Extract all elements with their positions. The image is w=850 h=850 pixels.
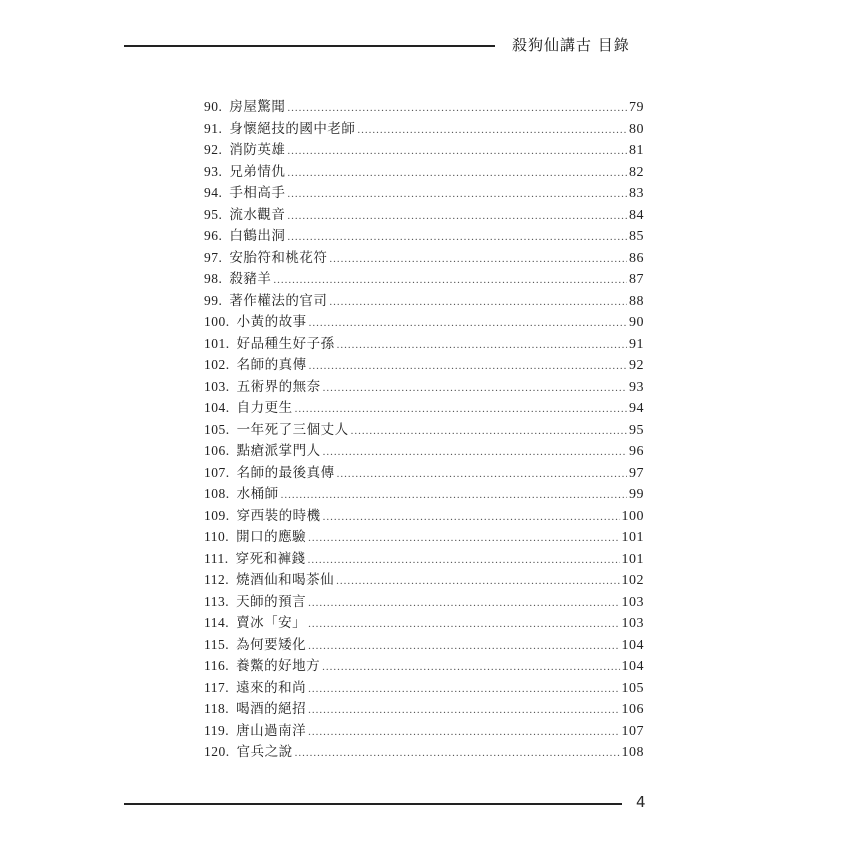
toc-entry-page: 103 — [621, 616, 644, 631]
toc-entry-page: 97 — [629, 465, 644, 481]
toc-entry — [204, 591, 644, 613]
toc-entry — [204, 247, 644, 269]
toc-entry-number: 104. — [204, 400, 230, 415]
dot-leader — [323, 507, 620, 529]
running-header-title: 殺狗仙講古 目錄 — [512, 36, 630, 54]
toc-entry — [204, 440, 644, 462]
dot-leader — [309, 313, 627, 335]
toc-entry-page: 106 — [621, 702, 644, 717]
toc-entry — [204, 290, 644, 312]
toc-entry — [204, 354, 644, 376]
dot-leader — [308, 679, 619, 701]
toc-entry-number: 94. — [204, 185, 223, 200]
toc-entry-number: 120. — [204, 744, 230, 759]
toc-entry — [204, 139, 644, 161]
toc-entry — [204, 182, 644, 204]
dot-leader — [329, 249, 627, 271]
dot-leader — [337, 464, 627, 486]
toc-entry-page: 92 — [629, 358, 644, 373]
toc-entry — [204, 505, 644, 527]
toc-entry-page: 95 — [629, 422, 644, 438]
toc-entry-page: 86 — [629, 250, 644, 266]
dot-leader — [308, 593, 619, 615]
toc-entry-number: 117. — [204, 679, 230, 695]
toc-entry-title: 燒酒仙和喝茶仙 — [236, 572, 335, 588]
dot-leader — [329, 292, 627, 314]
dot-leader — [308, 722, 619, 744]
dot-leader — [357, 120, 627, 142]
toc-entry-number: 99. — [204, 292, 223, 308]
dot-leader — [287, 184, 627, 206]
toc-entry — [204, 526, 644, 548]
toc-entry-title: 養鱉的好地方 — [236, 658, 321, 674]
dot-leader — [287, 98, 627, 120]
dot-leader — [323, 442, 627, 464]
toc-entry — [204, 311, 644, 333]
toc-entry — [204, 397, 644, 419]
toc-entry-title: 白鶴出洞 — [229, 228, 286, 244]
toc-entry-title: 房屋驚聞 — [229, 99, 286, 115]
toc-entry-number: 105. — [204, 421, 230, 437]
toc-entry-page: 104 — [621, 637, 644, 653]
footer-rule — [124, 803, 622, 805]
toc-entry-number: 92. — [204, 142, 223, 157]
toc-entry-title: 穿西裝的時機 — [236, 507, 321, 524]
toc-entry-title: 消防英雄 — [229, 142, 286, 158]
toc-entry — [204, 655, 644, 677]
toc-entry — [204, 268, 644, 290]
dot-leader — [287, 141, 627, 163]
dot-leader — [323, 378, 627, 400]
dot-leader — [308, 614, 619, 636]
toc-entry-number: 100. — [204, 314, 230, 329]
dot-leader — [336, 571, 619, 593]
toc-entry-number: 93. — [204, 163, 223, 179]
toc-entry-title: 穿死和褲錢 — [235, 550, 306, 567]
toc-entry-title: 唐山過南洋 — [236, 722, 307, 739]
toc-entry — [204, 204, 644, 226]
toc-entry-number: 97. — [204, 249, 223, 265]
toc-entry-number: 116. — [204, 658, 230, 673]
toc-entry-page: 94 — [629, 401, 644, 416]
dot-leader — [308, 700, 619, 722]
toc-entry-title: 天師的預言 — [236, 593, 307, 610]
toc-entry-page: 91 — [629, 336, 644, 352]
toc-entry-title: 小黃的故事 — [236, 314, 307, 330]
toc-entry-page: 85 — [629, 229, 644, 244]
toc-entry-page: 103 — [621, 594, 644, 610]
toc-entry — [204, 612, 644, 634]
toc-entry — [204, 720, 644, 742]
toc-entry-number: 95. — [204, 206, 223, 222]
toc-entry — [204, 548, 644, 570]
toc-entry-page: 101 — [621, 551, 644, 567]
toc-entry — [204, 483, 644, 505]
toc-entry-title: 喝酒的絕招 — [236, 701, 307, 717]
toc-entry-number: 107. — [204, 464, 230, 480]
toc-entry-page: 93 — [629, 379, 644, 395]
dot-leader — [337, 335, 627, 357]
toc-entry-title: 賣冰「安」 — [236, 615, 307, 631]
page-number: 4 — [636, 793, 646, 811]
toc-entry-title: 為何要矮化 — [236, 636, 307, 653]
toc-entry-page: 102 — [621, 573, 644, 588]
toc-entry-page: 87 — [629, 272, 644, 287]
dot-leader — [281, 485, 627, 507]
toc-entry — [204, 677, 644, 699]
toc-entry-title: 流水觀音 — [229, 206, 286, 223]
toc-entry — [204, 376, 644, 398]
toc-entry-number: 96. — [204, 228, 223, 243]
dot-leader — [287, 227, 627, 249]
table-of-contents — [204, 96, 644, 763]
dot-leader — [308, 550, 620, 572]
toc-entry — [204, 569, 644, 591]
dot-leader — [322, 657, 619, 679]
toc-entry-number: 110. — [204, 529, 230, 544]
toc-entry — [204, 96, 644, 118]
toc-entry-title: 殺豬羊 — [229, 271, 272, 287]
toc-entry — [204, 118, 644, 140]
toc-entry-page: 80 — [629, 121, 644, 137]
toc-entry-title: 兄弟情仇 — [229, 163, 286, 180]
header-rule — [124, 45, 495, 47]
toc-entry-title: 自力更生 — [236, 400, 293, 416]
toc-entry-number: 102. — [204, 357, 230, 372]
toc-entry-title: 身懷絕技的國中老師 — [229, 120, 356, 137]
toc-entry-page: 81 — [629, 143, 644, 158]
toc-entry-number: 112. — [204, 572, 230, 587]
toc-entry-number: 101. — [204, 335, 230, 351]
dot-leader — [295, 743, 620, 765]
toc-entry-page: 79 — [629, 100, 644, 115]
toc-entry — [204, 698, 644, 720]
dot-leader — [308, 528, 619, 550]
toc-entry-title: 著作權法的官司 — [229, 292, 328, 309]
toc-entry-title: 手相高手 — [229, 185, 286, 201]
toc-entry-page: 90 — [629, 315, 644, 330]
toc-entry-page: 107 — [621, 723, 644, 739]
dot-leader — [273, 270, 627, 292]
toc-entry-number: 113. — [204, 593, 230, 609]
toc-entry-title: 開口的應驗 — [236, 529, 307, 545]
toc-entry-page: 84 — [629, 207, 644, 223]
dot-leader — [287, 206, 627, 228]
toc-entry-title: 一年死了三個丈人 — [236, 421, 349, 438]
toc-entry-number: 108. — [204, 486, 230, 501]
toc-entry — [204, 634, 644, 656]
toc-entry-title: 官兵之說 — [236, 744, 293, 760]
toc-entry-page: 100 — [621, 508, 644, 524]
dot-leader — [287, 163, 627, 185]
toc-entry-page: 105 — [621, 680, 644, 696]
toc-entry-page: 96 — [629, 444, 644, 459]
toc-entry-page: 108 — [621, 745, 644, 760]
toc-entry-page: 83 — [629, 186, 644, 201]
toc-entry-page: 101 — [621, 530, 644, 545]
toc-entry-title: 點瘡派掌門人 — [236, 443, 321, 459]
dot-leader — [351, 421, 627, 443]
toc-entry — [204, 225, 644, 247]
toc-entry — [204, 741, 644, 763]
toc-entry-number: 111. — [204, 550, 229, 566]
toc-entry — [204, 462, 644, 484]
toc-entry-title: 名師的真傳 — [236, 357, 307, 373]
toc-entry-number: 114. — [204, 615, 230, 630]
toc-entry-number: 115. — [204, 636, 230, 652]
toc-entry — [204, 419, 644, 441]
dot-leader — [295, 399, 627, 421]
toc-entry-title: 好品種生好子孫 — [236, 335, 335, 352]
toc-entry-title: 名師的最後真傳 — [236, 464, 335, 481]
toc-entry-number: 90. — [204, 99, 223, 114]
dot-leader — [309, 356, 627, 378]
toc-entry-number: 118. — [204, 701, 230, 716]
dot-leader — [308, 636, 619, 658]
toc-entry-number: 98. — [204, 271, 223, 286]
toc-entry-number: 119. — [204, 722, 230, 738]
toc-entry-page: 99 — [629, 487, 644, 502]
toc-entry-page: 82 — [629, 164, 644, 180]
toc-entry-title: 五術界的無奈 — [236, 378, 321, 395]
toc-entry-number: 91. — [204, 120, 223, 136]
toc-entry-page: 88 — [629, 293, 644, 309]
toc-entry-title: 安胎符和桃花符 — [229, 249, 328, 266]
toc-entry-number: 106. — [204, 443, 230, 458]
toc-entry — [204, 161, 644, 183]
toc-entry — [204, 333, 644, 355]
toc-entry-title: 遠來的和尚 — [236, 679, 307, 696]
toc-entry-title: 水桶師 — [236, 486, 279, 502]
toc-entry-number: 109. — [204, 507, 230, 523]
toc-entry-page: 104 — [621, 659, 644, 674]
toc-entry-number: 103. — [204, 378, 230, 394]
